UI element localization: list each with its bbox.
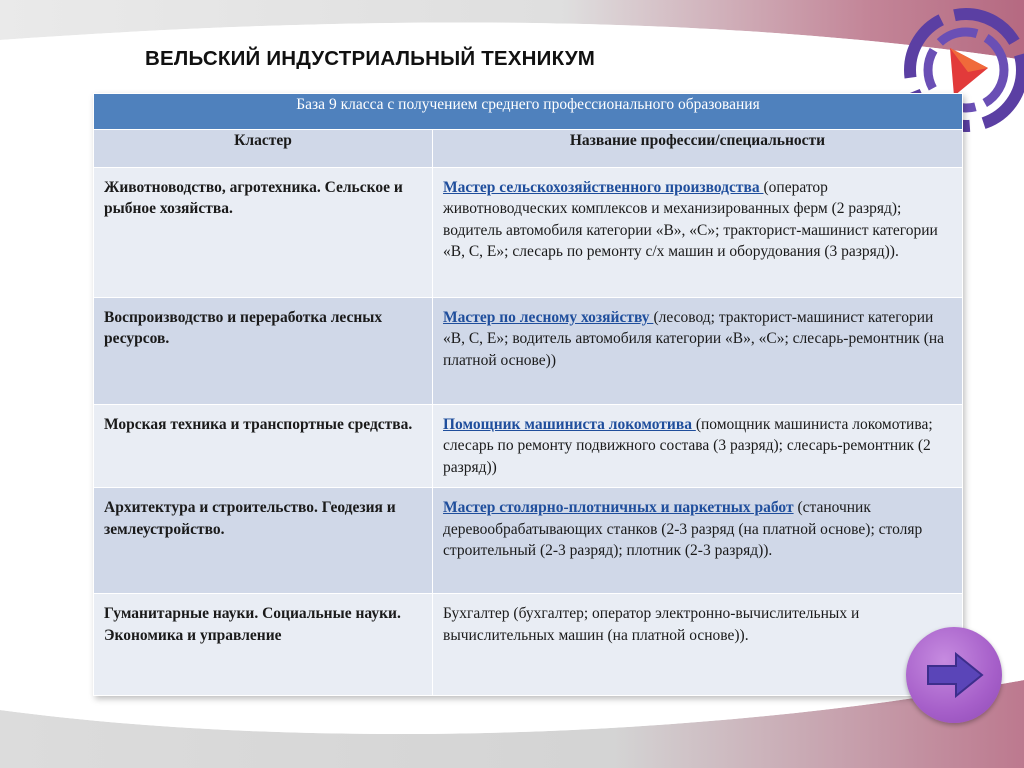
cluster-cell: Воспроизводство и переработка лесных ресурсов. <box>94 298 433 405</box>
arrow-right-icon <box>926 652 984 698</box>
table-row <box>94 168 963 298</box>
column-header-profession: Название профессии/специальности <box>433 130 963 168</box>
table-row <box>94 594 963 696</box>
column-header-cluster: Кластер <box>94 130 433 168</box>
profession-cell <box>433 298 963 405</box>
next-slide-button[interactable] <box>906 627 1002 723</box>
table-caption-row <box>94 94 963 130</box>
table-row <box>94 298 963 405</box>
page-title: ВЕЛЬСКИЙ ИНДУСТРИАЛЬНЫЙ ТЕХНИКУМ <box>145 47 596 70</box>
profession-link[interactable]: Мастер сельскохозяйственного производства <box>443 179 764 196</box>
cluster-cell: Гуманитарные науки. Социальные науки. Экономика и управление <box>94 594 433 696</box>
profession-cell <box>433 168 963 298</box>
table-row <box>94 488 963 594</box>
profession-details: (оператор животноводческих комплексов и механизированных ферм (2 разряд); водитель автомобиля категории «В», «С»; тракторист-машинист категории «В, С, Е»; слесарь по ремонту с/х машин и оборудования (3 разряд)). <box>443 179 938 261</box>
profession-details: (станочник деревообрабатывающих станков (2-3 разряд (на платной основе); столяр строительный (2-3 разряд); плотник (2-3 разряд)). <box>443 499 923 559</box>
profession-link[interactable]: Помощник машиниста локомотива <box>443 416 696 433</box>
profession-cell <box>433 405 963 488</box>
cluster-cell: Животноводство, агротехника. Сельское и рыбное хозяйства. <box>94 168 433 298</box>
profession-details: (лесовод; тракторист-машинист категории «В, С, Е»; водитель автомобиля категории «В», «С»; слесарь-ремонтник (на платной основе)) <box>443 309 945 369</box>
profession-cell <box>433 594 963 696</box>
table-caption: База 9 класса с получением среднего профессионального образования <box>94 94 963 130</box>
profession-details: (помощник машиниста локомотива; слесарь по ремонту подвижного состава (3 разряд); слесарь-ремонтник (2 разряд)) <box>443 416 933 476</box>
table-row <box>94 405 963 488</box>
cluster-cell: Архитектура и строительство. Геодезия и землеустройство. <box>94 488 433 594</box>
profession-link[interactable]: Мастер по лесному хозяйству <box>443 309 654 326</box>
table-header-row <box>94 130 963 168</box>
cluster-cell: Морская техника и транспортные средства. <box>94 405 433 488</box>
profession-link[interactable]: Мастер столярно-плотничных и паркетных работ <box>443 499 794 517</box>
profession-cell <box>433 488 963 594</box>
professions-table <box>93 93 963 696</box>
profession-details: Бухгалтер (бухгалтер; оператор электронно-вычислительных и вычислительных машин (на платной основе)). <box>443 605 860 644</box>
